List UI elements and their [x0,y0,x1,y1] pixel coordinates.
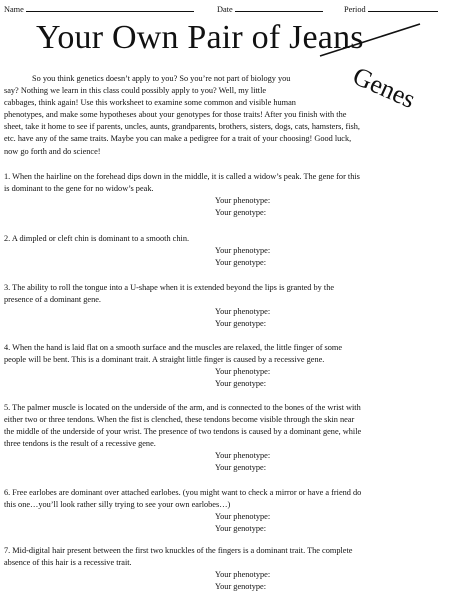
name-field-group [4,2,194,16]
question-text-line: people will be bent. This is a dominant trait. A straight little finger is caused by a recessive gene. [4,355,325,365]
intro-line: say? Nothing we learn in this class could possibly apply to you? Well, my little [4,86,267,96]
genotype-answer-label[interactable]: Your genotype: [215,319,267,329]
question-text-line: 5. The palmer muscle is located on the underside of the arm, and is connected to the bones of the wrist with [4,403,361,412]
page-title: Your Own Pair of Jeans [36,19,364,56]
date-field-group [217,2,323,16]
question-text-line: 1. When the hairline on the forehead dips down in the middle, it is called a widow’s peak. The gene for this [4,172,360,181]
question-text-line: presence of a dominant gene. [4,295,101,305]
question-text-line: 6. Free earlobes are dominant over attached earlobes. (you might want to check a mirror or have a friend do [4,488,362,497]
date-blank-line[interactable] [235,2,323,12]
question-text-line: 2. A dimpled or cleft chin is dominant to a smooth chin. [4,234,190,243]
genotype-answer-label[interactable]: Your genotype: [215,379,267,389]
genotype-answer-label[interactable]: Your genotype: [215,208,267,218]
question-5 [4,402,446,475]
question-4 [4,342,446,390]
question-6 [4,487,446,535]
phenotype-answer-label[interactable]: Your phenotype: [215,246,271,256]
question-text-line: the middle of the underside of your wrist. The presence of two tendons is caused by a dominant gene, while [4,427,362,437]
question-text-line: 3. The ability to roll the tongue into a U-shape when it is extended beyond the lips is granted by the [4,283,335,292]
genotype-answer-label[interactable]: Your genotype: [215,524,267,534]
question-text-line: 4. When the hand is laid flat on a smooth surface and the muscles are relaxed, the little finger of some [4,343,343,352]
period-field-group [344,2,438,16]
name-label: Name [4,5,24,14]
period-blank-line[interactable] [368,2,438,12]
phenotype-answer-label[interactable]: Your phenotype: [215,307,271,317]
phenotype-answer-label[interactable]: Your phenotype: [215,451,271,461]
genotype-answer-label[interactable]: Your genotype: [215,582,267,592]
intro-line: phenotypes, and make some hypotheses about your genotypes for those traits! After you finish with the [4,110,347,120]
phenotype-answer-label[interactable]: Your phenotype: [215,367,271,377]
phenotype-answer-label[interactable]: Your phenotype: [215,570,271,580]
intro-line: cabbages, think again! Use this worksheet to examine some common and visible human [4,98,296,108]
phenotype-answer-label[interactable]: Your phenotype: [215,196,271,206]
question-3 [4,282,446,330]
intro-line: sheet, take it home to see if parents, uncles, aunts, grandparents, brothers, sisters, dogs, cats, hamsters, fish, [4,122,360,132]
question-text-line: this one…you’ll look rather silly trying to see your own earlobes…) [4,500,231,510]
phenotype-answer-label[interactable]: Your phenotype: [215,512,271,522]
intro-line: So you think genetics doesn’t apply to you? So you’re not part of biology you [32,74,291,83]
question-text-line: 7. Mid-digital hair present between the first two knuckles of the fingers is a dominant trait. The complete [4,546,353,555]
header-row [4,2,446,14]
genotype-answer-label[interactable]: Your genotype: [215,463,267,473]
name-blank-line[interactable] [26,2,194,12]
question-2 [4,233,446,269]
intro-line: now go forth and do science! [4,146,101,156]
question-text-line: three tendons is the result of a recessive gene. [4,439,156,449]
question-7 [4,545,446,593]
intro-paragraph [4,73,444,158]
period-label: Period [344,5,366,14]
question-text-line: is dominant to the gene for no widow’s peak. [4,184,154,194]
title-strikethrough-line [318,22,422,58]
title-correction: Genes [348,61,420,115]
genotype-answer-label[interactable]: Your genotype: [215,258,267,268]
question-text-line: either two or three tendons. When the fist is clenched, these tendons become visible through the skin near [4,415,355,425]
question-text-line: absence of this hair is a recessive trait. [4,558,132,568]
intro-line: etc. have any of the same traits. Maybe you can make a pedigree for a trait of your choosing! Good luck, [4,134,352,144]
date-label: Date [217,5,233,14]
question-1 [4,171,446,219]
